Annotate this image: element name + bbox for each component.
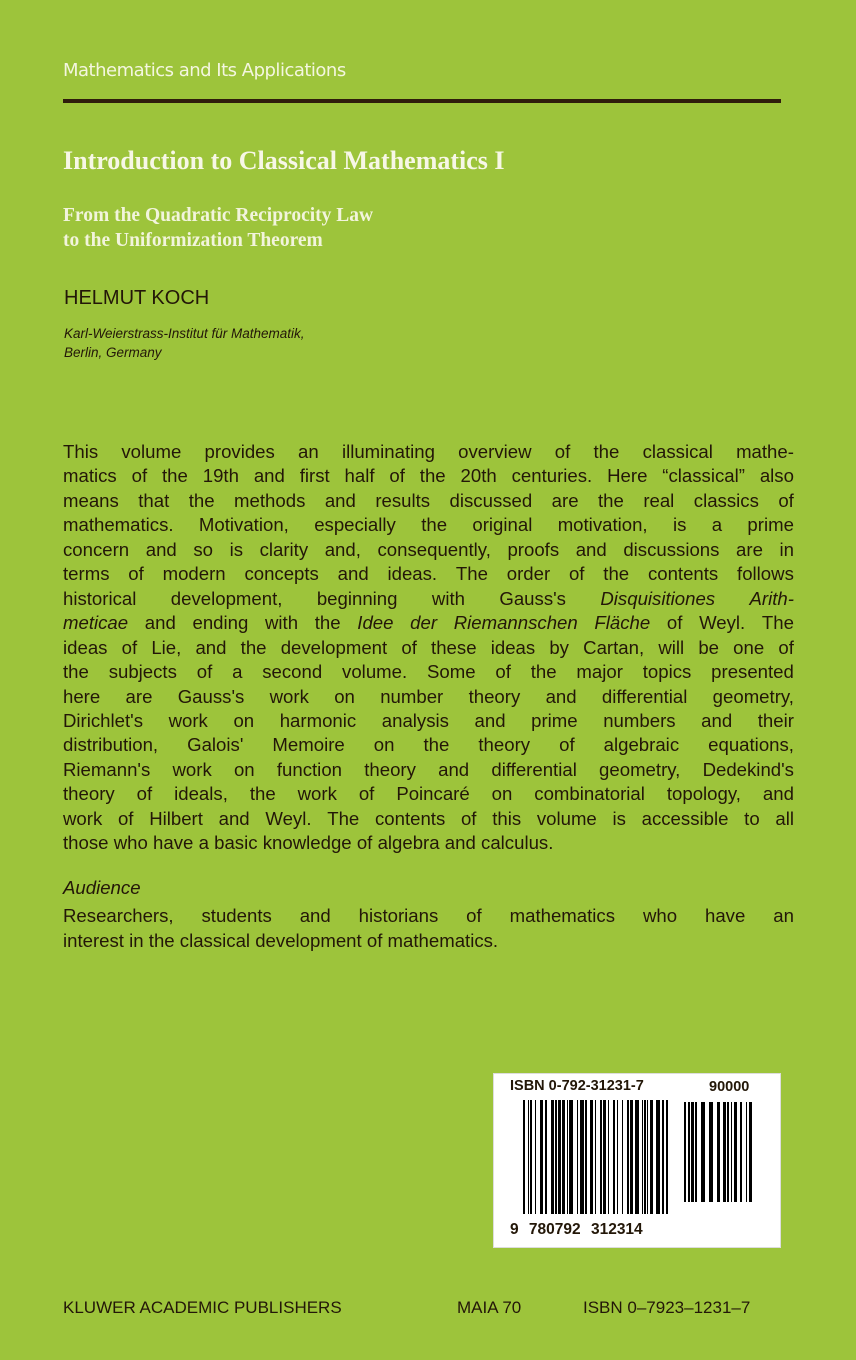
barcode-bar <box>662 1100 664 1214</box>
word: Dedekind's <box>702 758 794 780</box>
word: differential <box>491 758 577 780</box>
word: concern <box>63 538 130 560</box>
word: first <box>299 465 330 487</box>
word: Here <box>607 465 648 487</box>
description-line <box>63 685 794 709</box>
word: equations, <box>708 734 794 756</box>
word: the <box>249 783 276 805</box>
word: and <box>144 612 176 634</box>
footer-isbn: ISBN 0–7923–1231–7 <box>583 1298 751 1317</box>
barcode-bar <box>635 1100 639 1214</box>
word: here <box>63 685 101 707</box>
barcode-bar <box>642 1100 643 1214</box>
book-title: Introduction to Classical Mathematics I <box>63 146 505 175</box>
word: a <box>198 832 209 854</box>
word: calculus. <box>481 832 554 854</box>
description-line <box>63 587 794 611</box>
barcode-bar <box>540 1100 543 1214</box>
word: volume. <box>342 661 408 683</box>
word: algebraic <box>603 734 680 756</box>
word: to <box>744 807 760 829</box>
description-line <box>63 538 794 562</box>
word: overview <box>458 441 532 462</box>
word: mathematics. <box>63 514 174 536</box>
barcode-bar <box>558 1100 561 1214</box>
word: geometry, <box>599 758 681 780</box>
description-line <box>63 440 794 464</box>
barcode-bar <box>590 1100 593 1214</box>
word: and <box>474 709 506 731</box>
word: of <box>666 612 683 634</box>
word: those <box>63 832 109 854</box>
description-line <box>63 513 794 537</box>
word: contents <box>374 807 446 829</box>
word: who <box>113 832 148 854</box>
word: work <box>63 807 103 829</box>
word: a <box>232 661 243 683</box>
word: Gauss's <box>499 587 566 609</box>
word: “classical” <box>662 465 745 487</box>
word: provides <box>204 441 275 462</box>
word: development <box>280 636 388 658</box>
word: Cartan, <box>583 636 645 658</box>
word: of <box>136 783 153 805</box>
word: prime <box>531 709 578 731</box>
word: follows <box>737 563 794 585</box>
word: all <box>775 807 794 829</box>
word: on <box>491 783 513 805</box>
audience-section <box>63 876 794 953</box>
word: are <box>551 489 579 511</box>
word: this <box>492 807 522 829</box>
word: on <box>233 709 255 731</box>
barcode-bar <box>630 1100 633 1214</box>
word: basic <box>214 832 258 854</box>
description-line <box>63 611 794 635</box>
barcode-bar <box>603 1100 606 1214</box>
word: Galois' <box>187 734 244 756</box>
barcode-bar <box>647 1100 648 1214</box>
word: an <box>773 905 794 927</box>
description-line <box>63 464 794 488</box>
word: are <box>736 538 763 560</box>
barcode-bar <box>617 1100 618 1214</box>
word: of <box>559 734 575 756</box>
word: matics <box>63 465 117 487</box>
word: the <box>240 636 267 658</box>
word: The <box>327 807 360 829</box>
word: combinatorial <box>534 783 645 805</box>
word: work <box>269 685 309 707</box>
word: topics <box>642 661 692 683</box>
word: This <box>63 441 99 462</box>
barcode-bar <box>723 1102 726 1202</box>
word: and <box>575 538 607 560</box>
word: theory <box>478 734 531 756</box>
description-line <box>63 733 794 757</box>
word: half <box>344 465 375 487</box>
word: Weyl. <box>699 612 746 634</box>
word: and <box>444 832 476 854</box>
audience-heading: Audience <box>63 877 141 898</box>
word: an <box>298 441 319 462</box>
word: that <box>138 489 170 511</box>
word: function <box>276 758 342 780</box>
word: concepts <box>244 563 319 585</box>
barcode-bar <box>644 1100 646 1214</box>
description-line <box>63 660 794 684</box>
word: of <box>389 465 405 487</box>
word: mathematics <box>509 905 616 927</box>
word: and <box>299 905 331 927</box>
barcode-bar <box>695 1102 697 1202</box>
word: prime <box>747 514 794 536</box>
word: analysis <box>381 709 449 731</box>
barcode-bar <box>577 1100 578 1214</box>
word: accessible <box>641 807 729 829</box>
word: their <box>757 709 794 731</box>
word: proofs <box>507 538 560 560</box>
word: clarity <box>259 538 309 560</box>
word: the <box>188 489 215 511</box>
barcode-bar <box>717 1102 720 1202</box>
word: of <box>196 661 213 683</box>
barcode-bar <box>749 1102 752 1202</box>
word: Hilbert <box>149 807 203 829</box>
word: who <box>642 905 678 927</box>
word: historical <box>63 587 137 609</box>
word: number <box>380 685 444 707</box>
word: ideas. <box>387 563 438 585</box>
word: major <box>576 661 623 683</box>
barcode-bar <box>551 1100 554 1214</box>
word: presented <box>711 661 794 683</box>
barcode-isbn: ISBN 0-792-31231-7 <box>510 1078 644 1094</box>
word: The <box>761 612 794 634</box>
word: and, <box>324 538 361 560</box>
word: real <box>643 489 675 511</box>
barcode-bar <box>600 1100 602 1214</box>
description-line <box>63 831 794 855</box>
word: also <box>759 465 794 487</box>
word: Disquisitiones <box>600 587 716 609</box>
word: Idee <box>357 612 394 634</box>
isbn-barcode <box>493 1073 781 1248</box>
word: discussions <box>623 538 720 560</box>
barcode-bar <box>535 1100 536 1214</box>
word: have <box>704 905 746 927</box>
word: students <box>201 905 272 927</box>
word: theory <box>364 758 416 780</box>
word: of <box>466 905 482 927</box>
subtitle-line: to the Uniformization Theorem <box>63 230 323 251</box>
word: and <box>195 636 227 658</box>
word: of <box>460 807 477 829</box>
word: with <box>265 612 299 634</box>
word: of <box>117 807 134 829</box>
description-line <box>63 489 794 513</box>
barcode-bar <box>734 1102 737 1202</box>
word: is <box>672 514 687 536</box>
word: theory <box>468 685 521 707</box>
word: mathe- <box>736 441 794 462</box>
word: order <box>506 563 551 585</box>
word: of <box>401 636 417 658</box>
barcode-bar <box>622 1100 623 1214</box>
publisher: KLUWER ACADEMIC PUBLISHERS <box>63 1298 342 1317</box>
word: 20th <box>460 465 497 487</box>
word: the <box>162 465 188 487</box>
word: Riemannschen <box>453 612 578 634</box>
word: of <box>495 661 511 683</box>
word: and <box>324 489 356 511</box>
subtitle-line: From the Quadratic Reciprocity Law <box>63 205 374 226</box>
word: of <box>356 832 373 854</box>
word: Researchers, <box>63 905 174 927</box>
word: illuminating <box>341 441 435 462</box>
description-line <box>63 636 794 660</box>
word: Lie, <box>151 636 182 658</box>
word: historians <box>358 905 439 927</box>
word: is <box>612 807 626 829</box>
word: Memoire <box>272 734 345 756</box>
word: the <box>603 563 630 585</box>
word: especially <box>314 514 396 536</box>
word: on <box>334 685 355 707</box>
audience-line <box>63 904 794 928</box>
word: in <box>779 538 794 560</box>
barcode-bar <box>727 1102 729 1202</box>
word: second <box>262 661 323 683</box>
word: Poincaré <box>396 783 470 805</box>
word: by <box>549 636 569 658</box>
word: discussed <box>449 489 533 511</box>
word: and <box>438 758 470 780</box>
word: motivation, <box>557 514 648 536</box>
divider <box>63 99 781 103</box>
word: Motivation, <box>198 514 289 536</box>
word: ending <box>192 612 249 634</box>
barcode-bar <box>701 1102 705 1202</box>
word: terms <box>63 563 110 585</box>
word: of <box>554 441 571 462</box>
word: ideas <box>490 636 536 658</box>
description <box>63 440 794 856</box>
word: der <box>410 612 438 634</box>
word: contents <box>647 563 719 585</box>
word: on <box>373 734 395 756</box>
word: so <box>193 538 213 560</box>
word: means <box>63 489 119 511</box>
description-line <box>63 709 794 733</box>
word: the <box>421 514 448 536</box>
word: development, <box>170 587 283 609</box>
word: one <box>733 636 765 658</box>
word: of <box>131 465 148 487</box>
barcode-bar <box>530 1100 532 1214</box>
word: results <box>375 489 431 511</box>
word: the <box>314 612 341 634</box>
barcode-bar <box>595 1100 596 1214</box>
word: Arith- <box>749 587 794 609</box>
word: harmonic <box>279 709 357 731</box>
word: modern <box>162 563 226 585</box>
description-line <box>63 562 794 586</box>
barcode-bar <box>613 1100 615 1214</box>
barcode-bar <box>688 1102 690 1202</box>
word: subjects <box>108 661 177 683</box>
word: the <box>63 661 89 683</box>
barcode-bar <box>650 1100 653 1214</box>
word: The <box>455 563 488 585</box>
word: of <box>128 563 144 585</box>
word: centuries. <box>511 465 593 487</box>
book-subtitle <box>63 203 373 253</box>
barcode-bar <box>562 1100 565 1214</box>
word: and <box>762 783 794 805</box>
author: HELMUT KOCH <box>64 287 210 309</box>
word: numbers <box>603 709 676 731</box>
audience-line: interest in the classical development of mathematics. <box>63 929 499 951</box>
word: geometry, <box>712 685 794 707</box>
affiliation <box>64 324 305 362</box>
word: of <box>358 783 375 805</box>
word: the <box>593 441 620 462</box>
barcode-bar <box>545 1100 547 1214</box>
word: methods <box>234 489 306 511</box>
word: of <box>121 636 138 658</box>
word: and <box>145 538 177 560</box>
word: with <box>431 587 465 609</box>
description-line <box>63 758 794 782</box>
series-name: Mathematics and Its Applications <box>63 60 346 81</box>
barcode-bar <box>731 1102 732 1202</box>
barcode-bar <box>746 1102 747 1202</box>
word: volume <box>536 807 597 829</box>
word: work <box>168 709 208 731</box>
barcode-bar <box>569 1100 573 1214</box>
word: the <box>530 661 557 683</box>
word: of <box>778 489 794 511</box>
barcode-bar <box>523 1100 525 1214</box>
word: topology, <box>666 783 741 805</box>
barcode-bar <box>608 1100 609 1214</box>
word: be <box>698 636 719 658</box>
barcode-bar <box>740 1102 742 1202</box>
description-line <box>63 782 794 806</box>
description-line <box>63 807 794 831</box>
word: and <box>545 685 577 707</box>
word: the <box>598 489 624 511</box>
barcode-bar <box>580 1100 584 1214</box>
affiliation-line: Berlin, Germany <box>64 345 162 360</box>
word: work <box>297 783 337 805</box>
barcode-digits: 9 780792 312314 <box>510 1221 643 1238</box>
word: original <box>472 514 533 536</box>
word: of <box>568 563 585 585</box>
word: distribution, <box>63 734 159 756</box>
word: Gauss's <box>177 685 245 707</box>
word: on <box>233 758 255 780</box>
barcode-addon: 90000 <box>709 1079 750 1095</box>
barcode-bar <box>555 1100 557 1214</box>
word: algebra <box>377 832 440 854</box>
word: ideals, <box>174 783 228 805</box>
word: work <box>172 758 212 780</box>
word: ideas <box>63 636 108 658</box>
word: will <box>658 636 685 658</box>
word: Dirichlet's <box>63 709 144 731</box>
word: volume <box>121 441 182 462</box>
barcode-bar <box>585 1100 587 1214</box>
word: the <box>423 734 450 756</box>
affiliation-line: Karl-Weierstrass-Institut für Mathematik, <box>64 326 305 341</box>
word: of <box>778 636 794 658</box>
word: these <box>431 636 477 658</box>
word: and <box>337 563 369 585</box>
word: a <box>711 514 723 536</box>
word: the <box>419 465 446 487</box>
word: have <box>153 832 194 854</box>
word: and <box>701 709 733 731</box>
barcode-bar <box>656 1100 660 1214</box>
barcode-bar <box>627 1100 629 1214</box>
series-number: MAIA 70 <box>457 1298 522 1317</box>
word: Fläche <box>594 612 651 634</box>
barcode-bar <box>684 1102 686 1202</box>
barcode-bar <box>691 1102 694 1202</box>
word: and <box>218 807 250 829</box>
word: theory <box>63 783 115 805</box>
word: 19th <box>202 465 239 487</box>
word: classical <box>642 441 713 462</box>
word: consequently, <box>377 538 491 560</box>
word: Riemann's <box>63 758 151 780</box>
barcode-bar <box>709 1102 713 1202</box>
word: are <box>125 685 153 707</box>
word: classics <box>693 489 759 511</box>
word: Weyl. <box>265 807 312 829</box>
word: is <box>229 538 243 560</box>
word: beginning <box>316 587 398 609</box>
word: knowledge <box>262 832 352 854</box>
word: Some <box>426 661 476 683</box>
barcode-bar <box>528 1100 529 1214</box>
word: meticae <box>63 612 129 634</box>
word: and <box>253 465 285 487</box>
barcode-bar <box>567 1100 568 1214</box>
barcode-bar <box>666 1100 668 1214</box>
word: differential <box>601 685 688 707</box>
